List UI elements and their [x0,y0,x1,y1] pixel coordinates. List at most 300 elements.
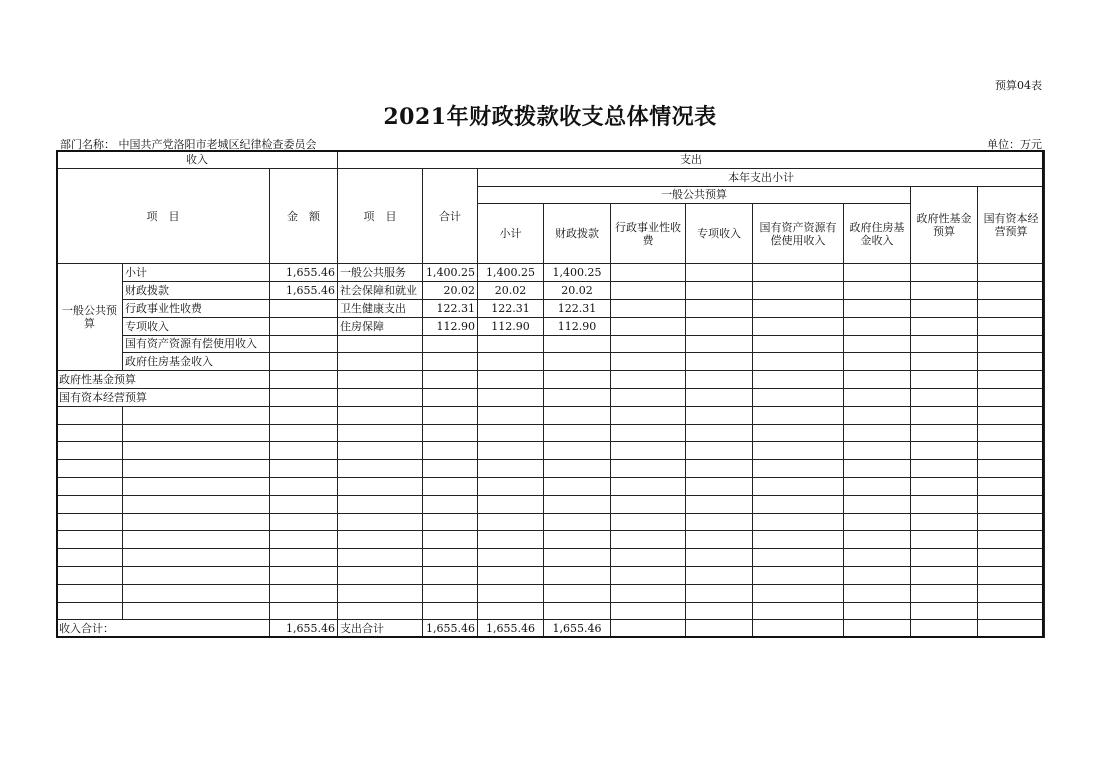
table-cell [478,549,544,567]
table-cell [978,317,1045,335]
table-cell [611,335,686,353]
table-cell [753,388,844,406]
table-row [57,299,1045,317]
table-cell [478,584,544,602]
table-cell [423,495,478,513]
income-item: 政府住房基金收入 [123,353,270,371]
table-row [57,371,1045,389]
table-cell [686,317,753,335]
table-cell [911,317,978,335]
table-cell [978,299,1045,317]
expense-total: 112.90 [423,317,478,335]
table-cell [57,513,123,531]
table-cell [978,531,1045,549]
table-cell [423,477,478,495]
header-state-capital: 国有资本经营预算 [978,186,1045,264]
table-cell [270,566,338,584]
header-admin-fee: 行政事业性收费 [611,204,686,264]
table-cell [686,584,753,602]
expense-fiscal: 1,400.25 [544,264,611,282]
expense-subtotal [478,335,544,353]
table-cell [544,424,611,442]
table-cell [423,406,478,424]
table-cell [478,513,544,531]
table-cell [844,620,911,638]
table-cell [844,460,911,478]
table-cell [753,602,844,620]
table-cell [911,477,978,495]
table-cell [338,424,423,442]
page-title: 2021年财政拨款收支总体情况表 [383,104,717,130]
table-cell [270,513,338,531]
table-cell [478,424,544,442]
table-cell [844,299,911,317]
header-total: 合计 [423,168,478,264]
table-cell [911,371,978,389]
table-cell [844,371,911,389]
table-cell [911,388,978,406]
table-row [57,264,1045,282]
table-cell [911,531,978,549]
table-cell [423,442,478,460]
income-total-label: 收入合计： [57,620,270,638]
table-cell [686,353,753,371]
table-cell [544,549,611,567]
table-cell [844,353,911,371]
table-cell [338,477,423,495]
expense-total [423,335,478,353]
table-cell [978,406,1045,424]
table-cell [611,353,686,371]
table-cell [978,460,1045,478]
table-cell [844,566,911,584]
table-cell [611,460,686,478]
table-cell [611,584,686,602]
income-group-label: 一般公共预算 [57,264,123,371]
empty-row [57,566,1045,584]
table-cell [686,424,753,442]
table-cell [57,531,123,549]
table-cell [423,371,478,389]
table-cell [270,495,338,513]
table-cell [911,620,978,638]
table-cell [544,495,611,513]
table-cell [611,264,686,282]
table-cell [270,602,338,620]
table-cell [686,513,753,531]
header-housing-fund: 政府住房基金收入 [844,204,911,264]
table-cell [753,371,844,389]
table-cell [844,442,911,460]
table-cell [611,495,686,513]
empty-row [57,477,1045,495]
table-cell [753,264,844,282]
header-income-item: 项 目 [57,168,270,264]
table-cell [911,495,978,513]
table-cell [911,282,978,300]
table-cell [844,549,911,567]
expense-item: 社会保障和就业 [338,282,423,300]
table-cell [844,388,911,406]
table-cell [123,495,270,513]
table-cell [753,477,844,495]
table-cell [270,424,338,442]
table-cell [338,566,423,584]
table-cell [270,460,338,478]
table-cell [753,460,844,478]
table-cell [338,602,423,620]
table-cell [611,317,686,335]
table-cell [544,531,611,549]
table-cell [978,495,1045,513]
table-cell [844,264,911,282]
table-cell [911,602,978,620]
table-cell [686,477,753,495]
table-cell [611,602,686,620]
table-cell [686,620,753,638]
expense-total: 122.31 [423,299,478,317]
table-cell [423,388,478,406]
table-cell [978,388,1045,406]
unit-label: 单位：万元 [987,138,1042,151]
other-income-item: 国有资本经营预算 [57,388,270,406]
table-cell [686,495,753,513]
expense-grand-subtotal: 1,655.46 [478,620,544,638]
table-row [57,353,1045,371]
totals-row [57,620,1045,638]
table-cell [911,264,978,282]
table-cell [686,388,753,406]
table-cell [753,282,844,300]
empty-row [57,424,1045,442]
table-cell [123,549,270,567]
table-cell [123,460,270,478]
header-fiscal: 财政拨款 [544,204,611,264]
income-item: 财政拨款 [123,282,270,300]
table-cell [686,549,753,567]
table-cell [753,299,844,317]
expense-grand-fiscal: 1,655.46 [544,620,611,638]
expense-item: 卫生健康支出 [338,299,423,317]
table-cell [753,424,844,442]
table-row [57,317,1045,335]
form-code: 预算04表 [995,79,1042,92]
table-cell [270,584,338,602]
table-cell [423,424,478,442]
table-cell [686,406,753,424]
table-cell [338,460,423,478]
table-cell [544,460,611,478]
table-cell [478,371,544,389]
income-amount [270,335,338,353]
table-cell [844,513,911,531]
table-cell [753,317,844,335]
table-cell [338,442,423,460]
table-cell [123,584,270,602]
table-cell [978,602,1045,620]
income-item: 小计 [123,264,270,282]
table-cell [978,584,1045,602]
table-cell [338,531,423,549]
empty-row [57,549,1045,567]
table-cell [911,566,978,584]
table-cell [423,549,478,567]
table-cell [338,388,423,406]
expense-fiscal: 20.02 [544,282,611,300]
table-cell [423,566,478,584]
empty-row [57,584,1045,602]
expense-item [338,353,423,371]
table-cell [57,406,123,424]
table-cell [978,442,1045,460]
table-cell [123,442,270,460]
table-cell [478,602,544,620]
expense-grand-total: 1,655.46 [423,620,478,638]
income-amount [270,317,338,335]
table-cell [686,264,753,282]
expense-fiscal [544,335,611,353]
income-total-amount: 1,655.46 [270,620,338,638]
table-cell [544,566,611,584]
table-cell [544,406,611,424]
table-cell [611,371,686,389]
expense-subtotal: 1,400.25 [478,264,544,282]
expense-subtotal [478,353,544,371]
table-cell [338,406,423,424]
other-income-item: 政府性基金预算 [57,371,270,389]
table-cell [753,584,844,602]
table-cell [611,442,686,460]
table-cell [844,495,911,513]
table-cell [978,513,1045,531]
table-cell [611,549,686,567]
header-general-budget: 一般公共预算 [478,186,911,204]
table-cell [423,460,478,478]
table-cell [270,406,338,424]
empty-row [57,495,1045,513]
table-cell [978,353,1045,371]
table-cell [57,584,123,602]
table-cell [338,513,423,531]
table-cell [978,264,1045,282]
header-special: 专项收入 [686,204,753,264]
table-cell [611,424,686,442]
table-cell [753,513,844,531]
table-cell [123,531,270,549]
table-cell [544,371,611,389]
table-cell [123,477,270,495]
empty-row [57,460,1045,478]
table-cell [611,477,686,495]
table-cell [57,549,123,567]
table-cell [753,406,844,424]
table-cell [686,566,753,584]
table-cell [911,406,978,424]
income-item: 专项收入 [123,317,270,335]
table-cell [270,531,338,549]
table-cell [753,549,844,567]
empty-row [57,602,1045,620]
table-cell [911,442,978,460]
empty-row [57,531,1045,549]
header-expense-item: 项 目 [338,168,423,264]
expense-item: 住房保障 [338,317,423,335]
table-cell [338,495,423,513]
table-cell [911,584,978,602]
header-expense: 支出 [338,151,1045,169]
table-cell [123,602,270,620]
expense-subtotal: 20.02 [478,282,544,300]
header-gov-fund: 政府性基金预算 [911,186,978,264]
income-amount: 1,655.46 [270,264,338,282]
table-cell [978,371,1045,389]
table-cell [911,335,978,353]
table-row [57,282,1045,300]
table-cell [911,299,978,317]
table-cell [57,442,123,460]
expense-fiscal: 112.90 [544,317,611,335]
table-cell [686,602,753,620]
table-cell [844,424,911,442]
table-row [57,335,1045,353]
table-cell [338,371,423,389]
department-label: 部门名称： 中国共产党洛阳市老城区纪律检查委员会 [60,138,317,151]
table-cell [686,282,753,300]
table-cell [123,424,270,442]
table-cell [753,531,844,549]
table-cell [844,602,911,620]
table-cell [57,566,123,584]
table-cell [57,424,123,442]
table-cell [686,371,753,389]
empty-row [57,442,1045,460]
table-cell [611,388,686,406]
table-cell [686,299,753,317]
table-cell [611,531,686,549]
table-cell [611,299,686,317]
table-cell [978,335,1045,353]
table-cell [478,460,544,478]
table-cell [911,549,978,567]
table-cell [423,513,478,531]
table-cell [544,602,611,620]
table-cell [844,335,911,353]
table-cell [270,549,338,567]
empty-row [57,513,1045,531]
table-cell [911,460,978,478]
table-cell [978,477,1045,495]
table-cell [911,353,978,371]
expense-fiscal: 122.31 [544,299,611,317]
table-cell [611,566,686,584]
table-cell [57,602,123,620]
table-cell [123,566,270,584]
table-cell [57,495,123,513]
empty-row [57,406,1045,424]
table-cell [611,282,686,300]
table-cell [57,460,123,478]
table-cell [844,477,911,495]
income-amount [270,353,338,371]
expense-subtotal: 112.90 [478,317,544,335]
table-cell [611,620,686,638]
expense-total: 1,400.25 [423,264,478,282]
expense-item [338,335,423,353]
table-row [57,388,1045,406]
table-cell [270,477,338,495]
table-cell [478,406,544,424]
table-cell [338,549,423,567]
table-cell [57,477,123,495]
income-amount: 1,655.46 [270,282,338,300]
table-cell [270,442,338,460]
table-cell [478,388,544,406]
table-cell [478,477,544,495]
header-state-asset: 国有资产资源有偿使用收入 [753,204,844,264]
table-cell [911,424,978,442]
table-cell [686,335,753,353]
table-cell [478,566,544,584]
table-cell [753,566,844,584]
expense-total: 20.02 [423,282,478,300]
table-cell [686,442,753,460]
expense-subtotal: 122.31 [478,299,544,317]
table-cell [423,584,478,602]
expense-total [423,353,478,371]
expense-item: 一般公共服务 [338,264,423,282]
header-amount: 金 额 [270,168,338,264]
income-item: 行政事业性收费 [123,299,270,317]
table-cell [123,406,270,424]
table-cell [123,513,270,531]
table-cell [844,406,911,424]
table-cell [844,282,911,300]
table-cell [611,406,686,424]
table-cell [611,513,686,531]
table-cell [978,566,1045,584]
table-cell [753,495,844,513]
table-cell [478,495,544,513]
table-cell [753,442,844,460]
table-cell [423,602,478,620]
income-amount [270,299,338,317]
header-sub: 小计 [478,204,544,264]
table-cell [753,620,844,638]
table-cell [978,424,1045,442]
table-cell [270,371,338,389]
table-cell [270,388,338,406]
table-cell [753,353,844,371]
header-year-subtotal: 本年支出小计 [478,168,1045,186]
table-cell [844,531,911,549]
table-cell [753,335,844,353]
table-cell [686,460,753,478]
table-cell [978,549,1045,567]
income-item: 国有资产资源有偿使用收入 [123,335,270,353]
table-cell [978,282,1045,300]
table-cell [544,513,611,531]
table-cell [423,531,478,549]
table-cell [478,442,544,460]
table-cell [338,584,423,602]
table-cell [544,584,611,602]
table-cell [844,584,911,602]
expense-fiscal [544,353,611,371]
table-cell [544,477,611,495]
budget-table [56,150,1045,638]
table-cell [844,317,911,335]
table-cell [544,388,611,406]
